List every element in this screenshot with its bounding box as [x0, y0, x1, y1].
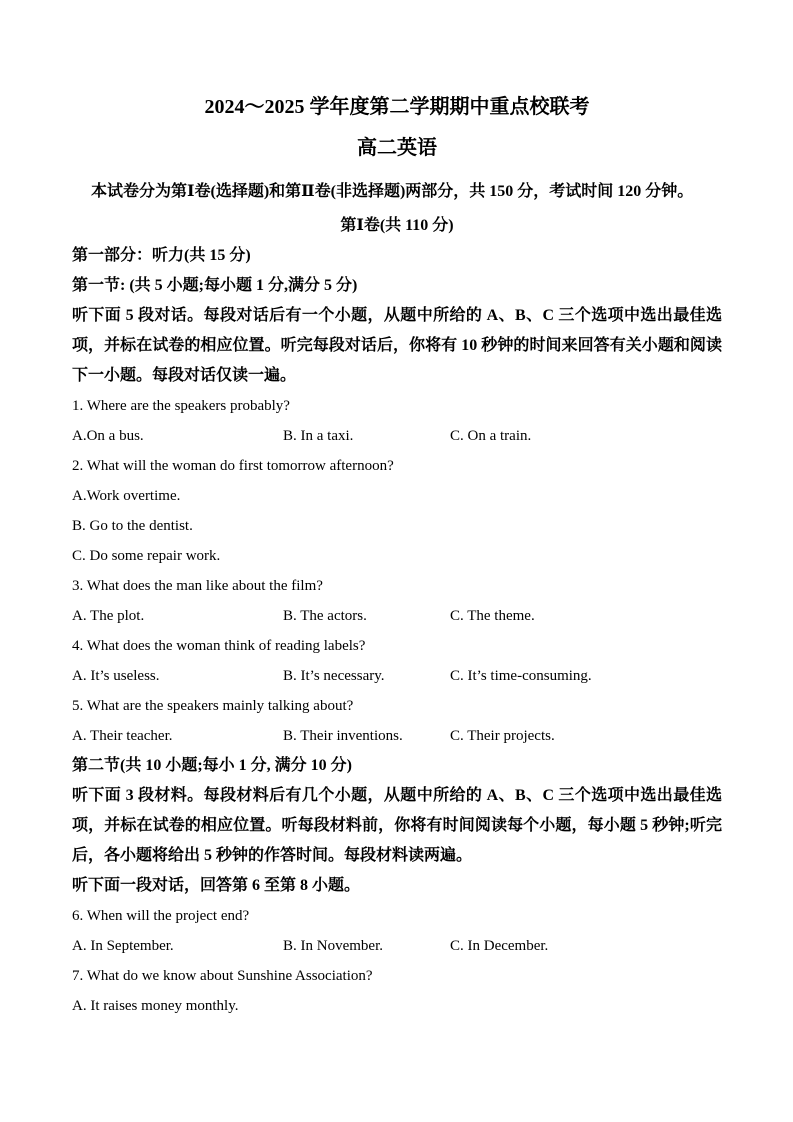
question-6-option-b: B. In November. — [283, 938, 383, 954]
question-3 — [72, 571, 722, 631]
section-1-instructions: 听下面 5 段对话。每段对话后有一个小题，从题中所给的 A、B、C 三个选项中选出最佳选项，并标在试卷的相应位置。听完每段对话后，你将有 10 秒钟的时间来回答有关小题和阅读下一小题。每段对话仅读一遍。 — [72, 307, 722, 384]
question-1-option-c: C. On a train. — [450, 428, 532, 444]
question-4-options — [72, 661, 722, 691]
question-1-option-b: B. In a taxi. — [283, 428, 354, 444]
volume-1-header: 第Ⅰ卷(共 110 分) — [340, 217, 454, 234]
question-7-option-a: A. It raises money monthly. — [72, 998, 239, 1014]
question-5-option-a: A. Their teacher. — [72, 728, 173, 744]
question-2-option-c: C. Do some repair work. — [72, 548, 221, 564]
dialogue-6-8-header: 听下面一段对话，回答第 6 至第 8 小题。 — [72, 877, 361, 894]
question-7 — [72, 961, 722, 1021]
question-6 — [72, 901, 722, 961]
question-1-option-a: A.On a bus. — [72, 428, 144, 444]
question-7-text: 7. What do we know about Sunshine Association? — [72, 968, 373, 984]
question-1-text: 1. Where are the speakers probably? — [72, 398, 290, 414]
exam-subtitle: 高二英语 — [357, 137, 437, 159]
question-2-option-a: A.Work overtime. — [72, 488, 181, 504]
exam-title: 2024～2025 学年度第二学期期中重点校联考 — [204, 96, 590, 118]
section-2-instructions: 听下面 3 段材料。每段材料后有几个小题，从题中所给的 A、B、C 三个选项中选出最佳选项，并标在试卷的相应位置。听每段材料前，你将有时间阅读每个小题，每小题 5 秒钟;听完后，各小题将给出 5 秒钟的作答时间。每段材料读两遍。 — [72, 787, 722, 864]
question-6-option-a: A. In September. — [72, 938, 174, 954]
question-4-option-c: C. It’s time-consuming. — [450, 668, 592, 684]
question-4-text: 4. What does the woman think of reading labels? — [72, 638, 366, 654]
question-3-option-b: B. The actors. — [283, 608, 367, 624]
question-2-text: 2. What will the woman do first tomorrow afternoon? — [72, 458, 394, 474]
exam-intro: 本试卷分为第Ⅰ卷(选择题)和第Ⅱ卷(非选择题)两部分，共 150 分，考试时间 120 分钟。 — [91, 183, 694, 200]
question-1 — [72, 391, 722, 451]
question-3-options — [72, 601, 722, 631]
question-3-text: 3. What does the man like about the film? — [72, 578, 323, 594]
part-1-header: 第一部分：听力(共 15 分) — [72, 247, 251, 264]
question-5-option-c: C. Their projects. — [450, 728, 555, 744]
question-5-option-b: B. Their inventions. — [283, 728, 403, 744]
question-2 — [72, 451, 722, 571]
section-1-header: 第一节: (共 5 小题;每小题 1 分,满分 5 分) — [72, 277, 358, 294]
question-3-option-a: A. The plot. — [72, 608, 145, 624]
question-4-option-b: B. It’s necessary. — [283, 668, 385, 684]
question-4-option-a: A. It’s useless. — [72, 668, 160, 684]
question-4 — [72, 631, 722, 691]
question-1-options — [72, 421, 722, 451]
question-5-text: 5. What are the speakers mainly talking about? — [72, 698, 354, 714]
question-6-options — [72, 931, 722, 961]
question-5-options — [72, 721, 722, 751]
question-6-text: 6. When will the project end? — [72, 908, 250, 924]
question-2-option-b: B. Go to the dentist. — [72, 518, 193, 534]
question-5 — [72, 691, 722, 751]
question-3-option-c: C. The theme. — [450, 608, 535, 624]
question-6-option-c: C. In December. — [450, 938, 549, 954]
section-2-header: 第二节(共 10 小题;每小 1 分, 满分 10 分) — [72, 757, 352, 774]
